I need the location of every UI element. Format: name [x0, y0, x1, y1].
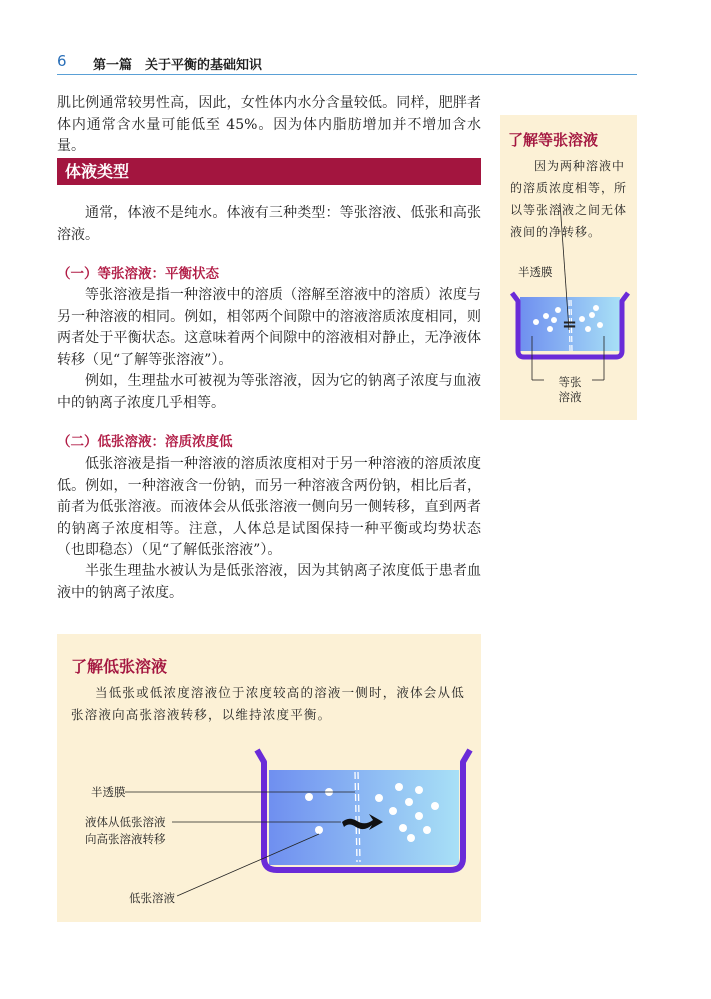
sidebar-label-membrane: 半透膜: [518, 265, 553, 279]
bottom-label-membrane: 半透膜: [91, 785, 126, 799]
hypotonic-box-title: 了解低张溶液: [71, 657, 168, 676]
hypotonic-paragraph-1: 低张溶液是指一种溶液的溶质浓度相对于另一种溶液的溶质浓度低。例如，一种溶液含一份钠，而另一种溶液含两份钠，相比后者，前者为低张溶液。而液体会从低张溶液一侧向另一侧转移，直到两者的钠离子浓度相等。注意，人体总是试图保持一种平衡或均势状态（也即稳态）（见“了解低张溶液”）。: [57, 456, 481, 558]
bottom-label-hypotonic: 低张溶液: [129, 891, 175, 905]
sidebar-label-solution: 等张 溶液: [558, 375, 582, 404]
section-title: 第一篇 关于平衡的基础知识: [93, 58, 263, 73]
sidebar-text: 因为两种溶液中的溶质浓度相等，所以等张溶液之间无体液间的净转移。: [510, 159, 628, 239]
running-header: [57, 50, 637, 75]
isotonic-heading: （一）等张溶液：平衡状态: [57, 266, 219, 282]
bottom-label-flow-2: 向高张溶液转移: [85, 832, 166, 846]
bottom-label-flow-1: 液体从低张溶液: [85, 815, 166, 829]
beaker-water: [269, 770, 459, 865]
hypotonic-heading: （二）低张溶液：溶质浓度低: [57, 434, 233, 450]
section-banner: 体液类型: [57, 158, 481, 185]
hypotonic-beaker-diagram: [57, 634, 481, 922]
equal-sign: =: [562, 314, 578, 335]
hypotonic-box: [57, 634, 481, 922]
intro-paragraph: 肌比例通常较男性高，因此，女性体内水分含量较低。同样，肥胖者体内通常含水量可能低至 45%。因为体内脂肪增加并不增加含水量。: [57, 95, 481, 154]
hypotonic-paragraph-2: 半张生理盐水被认为是低张溶液，因为其钠离子浓度低于患者血液中的钠离子浓度。: [57, 563, 481, 601]
isotonic-paragraph-2: 例如，生理盐水可被视为等张溶液，因为它的钠离子浓度与血液中的钠离子浓度几乎相等。: [57, 373, 481, 411]
hypotonic-box-text: 当低张或低浓度溶液位于浓度较高的溶液一侧时，液体会从低张溶液向高张溶液转移，以维持浓度平衡。: [71, 685, 465, 722]
sidebar-title: 了解等张溶液: [508, 131, 599, 149]
types-paragraph: 通常，体液不是纯水。体液有三种类型：等张溶液、低张和高张溶液。: [57, 205, 481, 243]
isotonic-paragraph-1: 等张溶液是指一种溶液中的溶质（溶解至溶液中的溶质）浓度与另一种溶液的相同。例如，相邻两个间隙中的溶液溶质浓度相同，则两者处于平衡状态。这意味着两个间隙中的溶液相对静止，无净液体转移（见“了解等张溶液”）。: [57, 287, 481, 368]
page-number: 6: [57, 52, 67, 70]
isotonic-sidebar: [500, 115, 637, 420]
